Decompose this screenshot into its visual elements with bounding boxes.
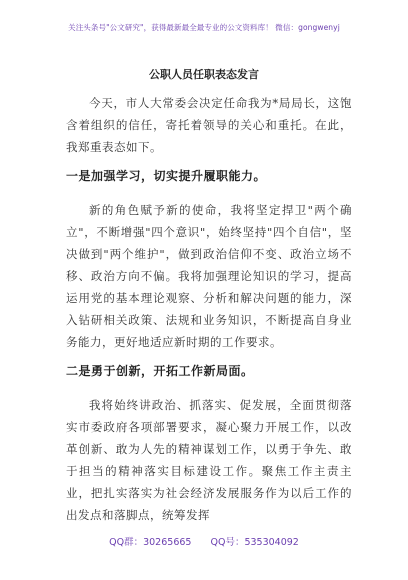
- section-heading-1: 一是加强学习，切实提升履职能力。: [66, 169, 267, 183]
- section-1-paragraph: 新的角色赋予新的使命，我将坚定捍卫"两个确立"，不断增强"四个意识"，始终坚持"四个自信"，坚决做到"两个维护"，做到政治信仰不变、政治立场不移、政治方向不偏。我将加强理论知识的学习，提高运用党的基本理论观察、分析和解决问题的能力，深入钻研相关政策、法规和业务知识，不断提高自身业务能力，更好地适应新时期的工作要求。: [66, 203, 352, 349]
- qq-number-text: QQ号：535304092: [210, 537, 299, 548]
- page-header-banner: 关注头条号"公文研究"，获得最新最全最专业的公文资料库！ 微信：gongwenyj: [68, 23, 340, 32]
- qq-group-text: QQ群：30265665: [109, 537, 192, 548]
- section-2-paragraph: 我将始终讲政治、抓落实、促发展，全面贯彻落实市委政府各项部署要求，凝心聚力开展工作，以改革创新、敢为人先的精神谋划工作，以勇于争先、敢于担当的精神落实目标建设工作。聚焦工作主责主业，把扎实落实为社会经济发展服务作为以后工作的出发点和落脚点，统筹发挥: [66, 398, 352, 522]
- document-body: [66, 92, 352, 533]
- section-heading-2: 二是勇于创新，开拓工作新局面。: [66, 364, 254, 378]
- intro-paragraph: 今天，市人大常委会决定任命我为*局局长，这饱含着组织的信任，寄托着领导的关心和重托。在此，我郑重表态如下。: [66, 96, 352, 154]
- document-title: 公职人员任职表态发言: [149, 68, 259, 81]
- page-footer: [0, 534, 408, 548]
